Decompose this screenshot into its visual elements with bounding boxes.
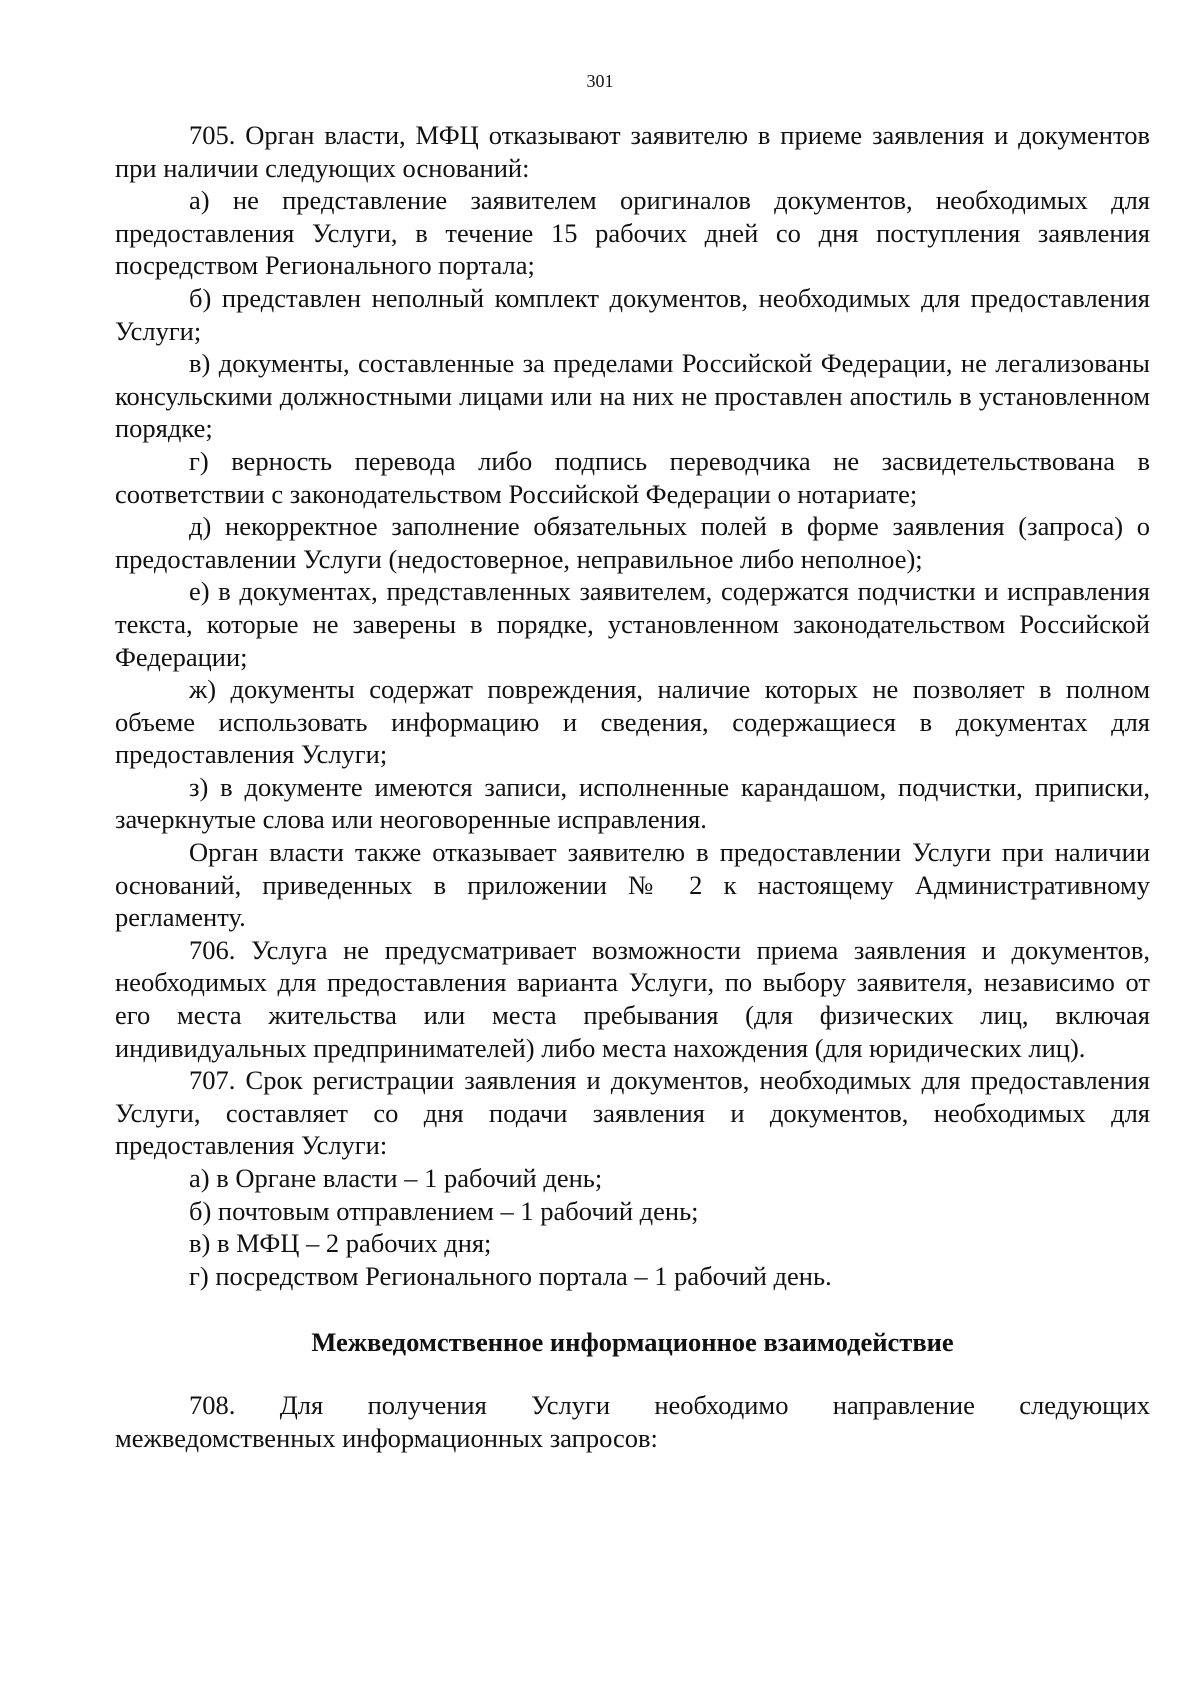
- list-item-b: б) представлен неполный комплект документов, необходимых для предоставления Услуги;: [115, 282, 1150, 346]
- term-item-a: а) в Органе власти – 1 рабочий день;: [189, 1163, 603, 1193]
- paragraph-708: 708. Для получения Услуги необходимо направление следующих межведомственных информационных запросов:: [115, 1389, 1150, 1453]
- paragraph-707: 707. Срок регистрации заявления и документов, необходимых для предоставления Услуги, составляет со дня подачи заявления и документов, необходимых для предоставления Услуги:: [115, 1065, 1150, 1161]
- paragraph-706: 706. Услуга не предусматривает возможности приема заявления и документов, необходимых для предоставления варианта Услуги, по выбору заявителя, независимо от его места жительства или места пребывания (для физических лиц, включая индивидуальных предпринимателей) либо места нахождения (для юридических лиц).: [115, 934, 1150, 1063]
- term-item-v: в) в МФЦ – 2 рабочих дня;: [189, 1228, 492, 1259]
- list-item-v: в) документы, составленные за пределами Российской Федерации, не легализованы консульскими должностными лицами или на них не проставлен апостиль в установленном порядке;: [115, 348, 1150, 444]
- term-item-g: г) посредством Регионального портала – 1 рабочий день.: [189, 1260, 832, 1291]
- list-item-a: а) не представление заявителем оригиналов документов, необходимых для предоставления Услуги, в течение 15 рабочих дней со дня поступления заявления посредством Регионального портала;: [115, 185, 1150, 281]
- list-item-e: е) в документах, представленных заявителем, содержатся подчистки и исправления текста, которые не заверены в порядке, установленном законодательством Российской Федерации;: [115, 576, 1150, 672]
- list-item-z: з) в документе имеются записи, исполненные карандашом, подчистки, приписки, зачеркнутые слова или неоговоренные исправления.: [115, 771, 1150, 835]
- term-item-b: б) почтовым отправлением – 1 рабочий день;: [189, 1195, 699, 1226]
- list-item-d: д) некорректное заполнение обязательных полей в форме заявления (запроса) о предоставлении Услуги (недостоверное, неправильное либо неполное);: [115, 511, 1150, 574]
- paragraph-705: 705. Орган власти, МФЦ отказывают заявителю в приеме заявления и документов при наличии следующих оснований:: [115, 120, 1150, 183]
- document-body: [115, 119, 1150, 1454]
- list-item-zh: ж) документы содержат повреждения, наличие которых не позволяет в полном объеме использовать информацию и сведения, содержащиеся в документах для предоставления Услуги;: [115, 674, 1150, 770]
- page-number: 301: [586, 71, 614, 91]
- section-heading: Межведомственное информационное взаимодействие: [311, 1327, 954, 1358]
- list-item-g: г) верность перевода либо подпись переводчика не засвидетельствована в соответствии с законодательством Российской Федерации о нотариате;: [115, 445, 1150, 509]
- paragraph-additional-refusal: Орган власти также отказывает заявителю в предоставлении Услуги при наличии оснований, приведенных в приложении № 2 к настоящему Административному регламенту.: [115, 837, 1150, 933]
